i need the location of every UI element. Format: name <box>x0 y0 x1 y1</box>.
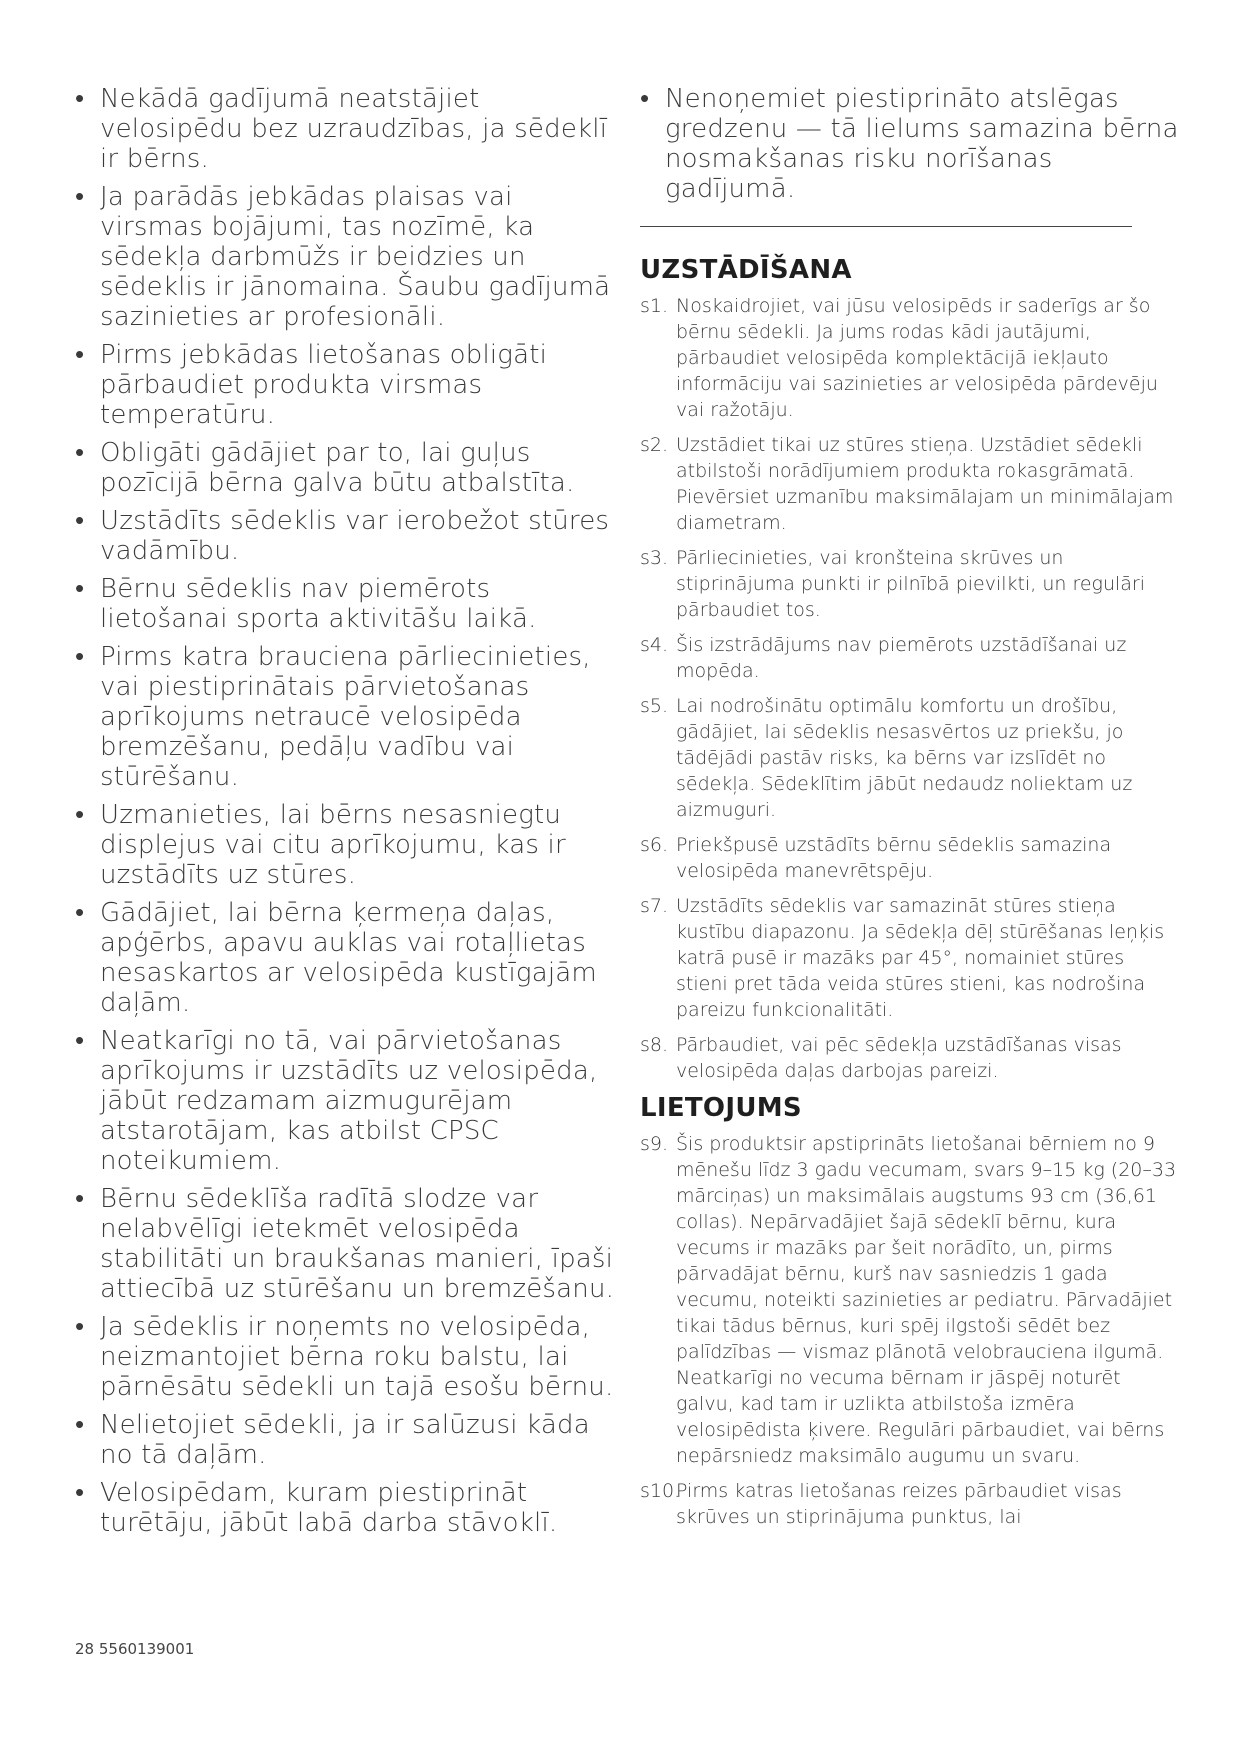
step-number: s6. <box>640 834 669 856</box>
bullet-item: • Ja parādās jebkādas plaisas vai virsmas bojājumi, tas nozīmē, ka sēdekļa darbmūžs ir beidzies un sēdeklis ir jānomaina. Šaubu gadījumā sazinieties ar profesionāli. <box>75 182 615 332</box>
bullet-item: • Pirms jebkādas lietošanas obligāti pārbaudiet produkta virsmas temperatūru. <box>75 340 615 430</box>
step-item <box>640 832 1180 884</box>
installation-steps <box>640 293 1180 1084</box>
step-item <box>640 1131 1180 1469</box>
bullet-item: • Uzstādīts sēdeklis var ierobežot stūres vadāmību. <box>75 506 615 566</box>
step-text: Uzstādiet tikai uz stūres stieņa. Uzstādiet sēdekli atbilstoši norādījumiem produkta rokasgrāmatā. Pievērsiet uzmanību maksimālajam un minimālajam diametram. <box>676 434 1174 534</box>
step-item <box>640 893 1180 1023</box>
step-item <box>640 545 1180 623</box>
right-bullet-list <box>640 84 1180 204</box>
section-divider <box>640 226 1132 227</box>
step-item <box>640 293 1180 423</box>
step-number: s10. <box>640 1480 681 1502</box>
bullet-item: • Bērnu sēdeklīša radītā slodze var nelabvēlīgi ietekmēt velosipēda stabilitāti un braukšanas manieri, īpaši attiecībā uz stūrēšanu un bremzēšanu. <box>75 1184 615 1304</box>
section-title-installation: UZSTĀDĪŠANA <box>640 255 852 285</box>
bullet-item: • Ja sēdeklis ir noņemts no velosipēda, neizmantojiet bērna roku balstu, lai pārnēsātu sēdekli un tajā esošu bērnu. <box>75 1312 615 1402</box>
bullet-item: • Nekādā gadījumā neatstājiet velosipēdu bez uzraudzības, ja sēdeklī ir bērns. <box>75 84 615 174</box>
section-title-usage: LIETOJUMS <box>640 1093 802 1123</box>
left-column <box>75 84 615 1546</box>
step-text: Pirms katras lietošanas reizes pārbaudiet visas skrūves un stiprinājuma punktus, lai <box>676 1480 1122 1528</box>
step-item <box>640 693 1180 823</box>
usage-steps <box>640 1131 1180 1530</box>
step-item <box>640 632 1180 684</box>
bullet-item: • Nelietojiet sēdekli, ja ir salūzusi kāda no tā daļām. <box>75 1410 615 1470</box>
page-footer: 28 5560139001 <box>75 1640 195 1658</box>
bullet-item: • Bērnu sēdeklis nav piemērots lietošanai sporta aktivitāšu laikā. <box>75 574 615 634</box>
step-text: Pārliecinieties, vai kronšteina skrūves un stiprinājuma punkti ir pilnībā pievilkti, un regulāri pārbaudiet tos. <box>676 547 1146 621</box>
step-item <box>640 1478 1180 1530</box>
step-text: Uzstādīts sēdeklis var samazināt stūres stieņa kustību diapazonu. Ja sēdekļa dēļ stūrēšanas leņķis katrā pusē ir mazāks par 45°, nomainiet stūres stieni pret tāda veida stūres stieni, kas nodrošina pareizu funkcionalitāti. <box>676 895 1165 1021</box>
step-text: Šis izstrādājums nav piemērots uzstādīšanai uz mopēda. <box>676 634 1127 682</box>
step-item <box>640 432 1180 536</box>
step-number: s2. <box>640 434 669 456</box>
bullet-item: • Nenoņemiet piestiprināto atslēgas gredzenu — tā lielums samazina bērna nosmakšanas risku norīšanas gadījumā. <box>640 84 1180 204</box>
bullet-item: • Velosipēdam, kuram piestiprināt turētāju, jābūt labā darba stāvoklī. <box>75 1478 615 1538</box>
step-number: s1. <box>640 295 669 317</box>
bullet-item: • Uzmanieties, lai bērns nesasniegtu displejus vai citu aprīkojumu, kas ir uzstādīts uz stūres. <box>75 800 615 890</box>
safety-bullet-list <box>75 84 615 1538</box>
bullet-item: • Obligāti gādājiet par to, lai guļus pozīcijā bērna galva būtu atbalstīta. <box>75 438 615 498</box>
step-number: s7. <box>640 895 669 917</box>
step-text: Lai nodrošinātu optimālu komfortu un drošību, gādājiet, lai sēdeklis nesasvērtos uz priekšu, jo tādējādi pastāv risks, ka bērns var izslīdēt no sēdekļa. Sēdeklītim jābūt nedaudz noliektam uz aizmuguri. <box>676 695 1133 821</box>
right-column <box>640 84 1180 1539</box>
step-number: s5. <box>640 695 669 717</box>
bullet-item: • Pirms katra brauciena pārliecinieties, vai piestiprinātais pārvietošanas aprīkojums netraucē velosipēda bremzēšanu, pedāļu vadību vai stūrēšanu. <box>75 642 615 792</box>
bullet-item: • Neatkarīgi no tā, vai pārvietošanas aprīkojums ir uzstādīts uz velosipēda, jābūt redzamam aizmugurējam atstarotājam, kas atbilst CPSC noteikumiem. <box>75 1026 615 1176</box>
bullet-item: • Gādājiet, lai bērna ķermeņa daļas, apģērbs, apavu auklas vai rotaļlietas nesaskartos ar velosipēda kustīgajām daļām. <box>75 898 615 1018</box>
step-text: Noskaidrojiet, vai jūsu velosipēds ir saderīgs ar šo bērnu sēdekli. Ja jums rodas kādi jautājumi, pārbaudiet velosipēda komplektācijā iekļauto informāciju vai sazinieties ar velosipēda pārdevēju vai ražotāju. <box>676 295 1158 421</box>
step-text: Šis produktsir apstiprināts lietošanai bērniem no 9 mēnešu līdz 3 gadu vecumam, svars 9–15 kg (20–33 mārciņas) un maksimālais augstums 93 cm (36,61 collas). Nepārvadājiet šajā sēdeklī bērnu, kura vecums ir mazāks par šeit norādīto, un, pirms pārvadājat bērnu, kurš nav sasniedzis 1 gada vecumu, noteikti sazinieties ar pediatru. Pārvadājiet tikai tādus bērnus, kuri spēj ilgstoši sēdēt bez palīdzības — vismaz plānotā velobrauciena ilgumā. Neatkarīgi no vecuma bērnam ir jāspēj noturēt galvu, kad tam ir uzlikta atbilstoša izmēra velosipēdista ķivere. Regulāri pārbaudiet, vai bērns nepārsniedz maksimālo augumu un svaru. <box>676 1133 1177 1467</box>
step-text: Priekšpusē uzstādīts bērnu sēdeklis samazina velosipēda manevrētspēju. <box>676 834 1112 882</box>
step-text: Pārbaudiet, vai pēc sēdekļa uzstādīšanas visas velosipēda daļas darbojas pareizi. <box>676 1034 1122 1082</box>
step-item <box>640 1032 1180 1084</box>
step-number: s8. <box>640 1034 669 1056</box>
step-number: s4. <box>640 634 669 656</box>
step-number: s3. <box>640 547 669 569</box>
step-number: s9. <box>640 1133 669 1155</box>
